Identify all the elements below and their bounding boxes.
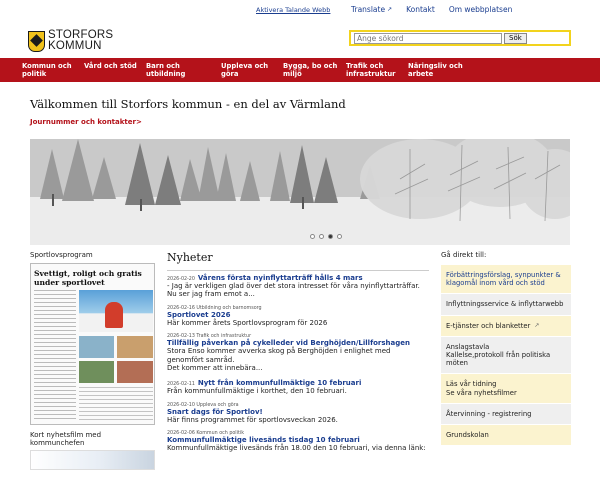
kontakt-link[interactable]: Kontakt: [406, 5, 435, 14]
quick-links-heading: Gå direkt till:: [441, 251, 487, 259]
poster-photo: [79, 361, 114, 383]
nav-trafik-och-infrastruktur[interactable]: [346, 58, 408, 82]
search-input[interactable]: [354, 33, 502, 44]
news-excerpt: Stora Enso kommer avverka skog på Berghöjden i enlighet med genomfört samråd.: [167, 347, 391, 364]
news-item[interactable]: [167, 431, 429, 452]
quick-link-label: Förbättringsförslag, synpunkter & klagomål inom vård och stöd: [446, 271, 561, 288]
news-date: 2026-02-20: [167, 277, 195, 282]
logo-line2: KOMMUN: [48, 40, 102, 52]
film-heading: Kort nyhetsfilm med kommunchefen: [30, 431, 102, 447]
poster-photo-figure: [105, 302, 123, 328]
news-date: 2026-02-10 Uppleva och göra: [167, 402, 239, 408]
external-link-icon: ↗: [387, 6, 393, 13]
news-headline[interactable]: Nytt från kommunfullmäktige 10 februari: [197, 379, 362, 388]
main-nav: [0, 58, 600, 82]
nav-label: Kommun och: [22, 62, 72, 70]
logo-wordmark: [48, 30, 113, 52]
quick-link-label: Inflyttningsservice & inflyttarwebb: [446, 300, 564, 309]
page-title: Välkommen till Storfors kommun - en del av Värmland: [30, 97, 346, 111]
quick-link-anslagstavla[interactable]: [441, 337, 571, 375]
news-film-thumbnail[interactable]: [30, 450, 155, 470]
news-date: 2026-02-13 Trafik och infrastruktur: [167, 334, 252, 340]
news-excerpt: - Jag är verkligen glad över det stora intresset för våra nyinflyttarträffar. Nu ser jag fram emot a...: [167, 282, 420, 299]
quick-link-label: Grundskolan: [446, 431, 489, 440]
coat-of-arms-icon: [28, 31, 45, 52]
journal-contacts-link[interactable]: Journummer och kontakter>: [30, 118, 142, 126]
nav-bygga-bo-och-miljo[interactable]: [283, 58, 346, 82]
nav-label: Vård och stöd: [84, 62, 137, 70]
quick-links-column: [441, 251, 571, 446]
external-link-icon: ↗: [534, 321, 540, 329]
poster-photo: [117, 361, 153, 383]
slide-dot[interactable]: [310, 234, 315, 239]
quick-link-label: Anslagstavla: [446, 342, 490, 351]
divider: [167, 270, 429, 271]
poster-photo: [117, 336, 153, 358]
quick-link-label: E-tjänster och blanketter: [446, 321, 531, 330]
nav-label: Bygga, bo och: [283, 62, 338, 70]
translate-label: Translate: [351, 5, 386, 14]
quick-link-label: Kallelse,protokoll från politiska möten: [446, 351, 551, 368]
nav-vard-och-stod[interactable]: [84, 58, 146, 82]
poster-title: Svettigt, roligt och gratis under sportlovet: [34, 269, 142, 287]
nav-label: politik: [22, 70, 47, 78]
quick-link-label: Läs vår tidning: [446, 380, 497, 389]
news-headline[interactable]: Tillfällig påverkan på cykelleder vid Berghöjden/Lillforshagen: [167, 339, 411, 348]
news-item[interactable]: [167, 334, 429, 372]
news-date: 2026-02-16 Utbildning och barnomsorg: [167, 305, 262, 311]
header: [0, 26, 600, 58]
quick-link-label: Återvinning - registrering: [446, 409, 532, 418]
nav-label: infrastruktur: [346, 70, 396, 78]
search-bar: [349, 30, 571, 46]
news-headline[interactable]: Sportlovet 2026: [167, 310, 231, 319]
news-item[interactable]: [167, 306, 429, 327]
news-headline[interactable]: Kommunfullmäktige livesänds tisdag 10 februari: [167, 436, 360, 445]
news-date: 2026-02-11: [167, 382, 195, 388]
quick-link-tidning[interactable]: [441, 374, 571, 403]
nav-label: Uppleva och: [221, 62, 269, 70]
talande-webb-link[interactable]: Aktivera Talande Webb: [256, 6, 331, 14]
search-button[interactable]: Sök: [504, 33, 527, 44]
quick-link-grundskolan[interactable]: [441, 425, 571, 446]
news-item[interactable]: [167, 379, 429, 395]
hero-slideshow[interactable]: [30, 139, 570, 245]
logo[interactable]: [28, 30, 113, 52]
news-excerpt: Här kommer årets Sportlovsprogram för 2026: [167, 318, 328, 327]
quick-link-forbattringsforslag[interactable]: [441, 265, 571, 294]
om-webbplatsen-link[interactable]: Om webbplatsen: [448, 5, 513, 14]
nav-label: utbildning: [146, 70, 186, 78]
news-headline[interactable]: Snart dags för Sportlov!: [167, 407, 263, 416]
nav-naringsliv-och-arbete[interactable]: [408, 58, 478, 82]
nav-label: Näringsliv och: [408, 62, 463, 70]
news-date: 2026-02-06 Kommun och politik: [167, 431, 244, 437]
news-item[interactable]: [167, 403, 429, 424]
news-excerpt: Här finns programmet för sportlovsveckan 2026.: [167, 415, 338, 424]
quick-link-inflyttningsservice[interactable]: [441, 294, 571, 315]
news-excerpt: Kommunfullmäktige livesänds från 18.00 den 10 februari, via denna länk:: [167, 444, 426, 453]
slide-dot-active[interactable]: [328, 234, 333, 239]
poster-photo: [79, 336, 114, 358]
news-item[interactable]: [167, 274, 429, 299]
sportlov-poster[interactable]: [30, 263, 155, 425]
nav-kommun-och-politik[interactable]: [22, 58, 84, 82]
utility-bar: [0, 4, 600, 18]
news-excerpt-continued: Det kommer att innebära...: [167, 364, 263, 373]
poster-text-block: [34, 290, 76, 420]
slide-dot[interactable]: [319, 234, 324, 239]
logo-line1: STORFORS: [48, 29, 114, 41]
nav-label: Barn och: [146, 62, 180, 70]
poster-text-block: [79, 387, 153, 423]
poster-photo: [79, 290, 153, 332]
news-excerpt: Från kommunfullmäktige i korthet, den 10 februari.: [167, 387, 347, 396]
nav-label: Trafik och: [346, 62, 384, 70]
nav-barn-och-utbildning[interactable]: [146, 58, 221, 82]
utility-links: [351, 5, 512, 14]
winter-forest-image: [30, 139, 570, 245]
left-column: [30, 251, 155, 470]
quick-link-label: Se våra nyhetsfilmer: [446, 388, 517, 397]
news-column: [167, 251, 429, 460]
quick-link-e-tjanster[interactable]: [441, 316, 571, 337]
nav-label: arbete: [408, 70, 434, 78]
news-title: Nyheter: [167, 251, 213, 264]
nav-uppleva-och-gora[interactable]: [221, 58, 283, 82]
news-headline[interactable]: Vårens första nyinflyttarträff hålls 4 mars: [197, 274, 363, 282]
nav-label: miljö: [283, 70, 302, 78]
slideshow-dots: [310, 234, 342, 239]
sportlov-heading: Sportlovsprogram: [30, 251, 93, 259]
nav-label: göra: [221, 70, 239, 78]
slide-dot[interactable]: [337, 234, 342, 239]
quick-link-atervinning[interactable]: [441, 404, 571, 425]
translate-link[interactable]: [351, 5, 392, 14]
